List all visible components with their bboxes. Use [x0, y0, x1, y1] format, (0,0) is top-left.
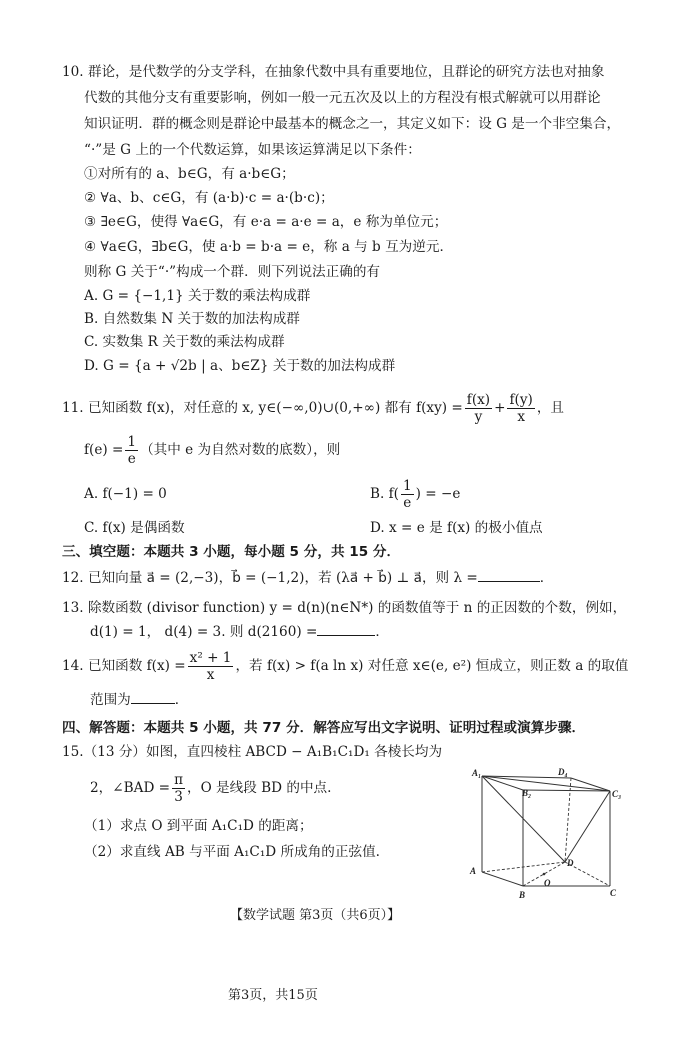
line-c1-d	[565, 791, 610, 862]
q15-text-post: ，O 是线段 BD 的中点.	[187, 780, 332, 796]
label-a1: A₁	[472, 768, 482, 778]
q11-line2	[84, 432, 340, 468]
q10-line4: “·”是 G 上的一个代数运算，如果该运算满足以下条件：	[84, 142, 421, 158]
q11-plus: +	[494, 400, 506, 416]
q10-condition-2: ② ∀a、b、c∈G，有 (a·b)·c = a·(b·c)；	[84, 190, 334, 206]
q11-fraction-2	[507, 392, 534, 425]
q13-period: ．	[375, 624, 389, 640]
q14-text-post: ，若 f(x) > f(a ln x) 对任意 x∈(e, e²) 恒成立，则正数 a 的取值	[235, 658, 629, 674]
q13-line1: 13. 除数函数 (divisor function) y = d(n)(n∈N*) 的函数值等于 n 的正因数的个数，例如，	[62, 600, 627, 616]
section-3-heading: 三、填空题：本题共 3 小题，每小题 5 分，共 15 分．	[62, 544, 401, 560]
q14-fraction	[188, 650, 234, 683]
q14-numerator: x² + 1	[189, 650, 232, 666]
label-d1: D₄	[558, 767, 568, 777]
q11-option-b	[370, 476, 460, 512]
q11-fe-denominator: e	[127, 451, 136, 467]
section-4-heading: 四、解答题：本题共 5 小题，共 77 分．解答应写出文字说明、证明过程或演算步骤．	[62, 720, 586, 736]
q14-line1	[62, 648, 628, 684]
q10-option-d: D. G = {a + √2b | a、b∈Z} 关于数的加法构成群	[84, 358, 396, 374]
label-c1: C₃	[612, 789, 622, 799]
edge-b1-c1	[523, 790, 610, 791]
q11-frac2-numerator: f(y)	[509, 392, 533, 408]
q13-line2	[90, 622, 389, 642]
label-b: B	[519, 890, 526, 900]
diag-a1-c1	[482, 776, 610, 791]
q10-line1: 10. 群论，是代数学的分支学科，在抽象代数中具有重要地位，且群论的研究方法也对抽象	[62, 64, 605, 80]
q11-fraction-1	[465, 392, 492, 425]
q15-line2	[90, 770, 331, 806]
q15-angle-fraction	[172, 772, 185, 805]
label-b1: B₂	[522, 788, 532, 798]
q10-option-a: A. G = {−1,1} 关于数的乘法构成群	[84, 288, 311, 304]
q12-answer-blank[interactable]	[478, 569, 540, 582]
q11-optb-suffix: ) = −e	[415, 486, 461, 502]
q11-optb-numerator: 1	[402, 478, 412, 494]
exam-footer: 【数学试题 第3页（共6页）】	[230, 908, 401, 923]
q11-optb-fraction	[401, 478, 414, 511]
label-c: C	[610, 888, 617, 898]
edge-a-b	[482, 872, 523, 886]
q10-line5: 则称 G 关于“·”构成一个群．则下列说法正确的有	[84, 264, 381, 280]
q11-frac1-denominator: y	[474, 409, 483, 425]
q12-text: 12. 已知向量 a⃗ = (2,−3)，b⃗ = (−1,2)，若 (λa⃗ + b⃗) ⊥ a⃗，则 λ =	[62, 570, 478, 586]
q15-subquestion-1: （1）求点 O 到平面 A₁C₁D 的距离；	[84, 818, 313, 834]
q11-intro: 11. 已知函数 f(x)，对任意的 x, y∈(−∞,0)∪(0,+∞) 都有 f(xy) =	[62, 400, 463, 416]
point-o	[543, 873, 546, 876]
q15-angle-denominator: 3	[174, 789, 183, 805]
q14-text-pre: 14. 已知函数 f(x) =	[62, 658, 186, 674]
q11-option-a: A. f(−1) = 0	[84, 486, 167, 502]
q14-range-label: 范围为	[90, 692, 131, 708]
q15-text-pre: 2，∠BAD =	[90, 780, 171, 796]
q15-subquestion-2: （2）求直线 AB 与平面 A₁C₁D 所成角的正弦值.	[84, 844, 380, 860]
q12-line	[62, 568, 553, 588]
q14-denominator: x	[206, 667, 215, 683]
q10-condition-4: ④ ∀a∈G，∃b∈G，使 a·b = b·a = e，称 a 与 b 互为逆元．	[84, 239, 454, 255]
q10-condition-1: ①对所有的 a、b∈G，有 a·b∈G；	[84, 166, 295, 182]
q15-line1: 15.（13 分）如图，直四棱柱 ABCD − A₁B₁C₁D₁ 各棱长均为	[62, 744, 443, 760]
q11-option-c: C. f(x) 是偶函数	[84, 520, 185, 536]
q13-text: d(1) = 1， d(4) = 3. 则 d(2160) =	[90, 624, 318, 640]
q10-option-b: B. 自然数集 N 关于数的加法构成群	[84, 311, 300, 327]
q11-fe-prefix: f(e) =	[84, 442, 124, 458]
q11-fe-suffix: （其中 e 为自然对数的底数），则	[140, 442, 341, 458]
q11-fe-numerator: 1	[127, 434, 137, 450]
q11-fe-fraction	[125, 434, 138, 467]
q10-option-c: C. 实数集 R 关于数的乘法构成群	[84, 334, 285, 350]
page-number: 第3页，共15页	[228, 988, 318, 1003]
q13-answer-blank[interactable]	[317, 623, 375, 636]
prism-figure	[460, 764, 636, 900]
label-d: D	[567, 858, 574, 868]
q14-period: ．	[174, 692, 189, 708]
q12-period: ．	[539, 570, 554, 586]
label-o: O	[544, 878, 551, 888]
q10-line3: 知识证明．群的概念则是群论中最基本的概念之一，其定义如下：设 G 是一个非空集合，	[84, 116, 621, 132]
q14-line2	[90, 690, 188, 710]
q11-tail: ，且	[536, 400, 564, 416]
q11-frac1-numerator: f(x)	[466, 392, 491, 408]
q11-frac2-denominator: x	[517, 409, 525, 425]
q11-line1	[62, 390, 564, 426]
q14-answer-blank[interactable]	[131, 691, 175, 704]
q10-line2: 代数的其他分支有重要影响，例如一般一元五次及以上的方程没有根式解就可以用群论	[84, 90, 601, 106]
q10-condition-3: ③ ∃e∈G，使得 ∀a∈G，有 e·a = a·e = a，e 称为单位元；	[84, 214, 448, 230]
q11-option-d: D. x = e 是 f(x) 的极小值点	[370, 520, 543, 536]
label-a: A	[470, 866, 477, 876]
q11-optb-prefix: B. f(	[370, 486, 399, 502]
q11-optb-denominator: e	[403, 495, 412, 511]
q15-angle-numerator: π	[174, 772, 183, 788]
